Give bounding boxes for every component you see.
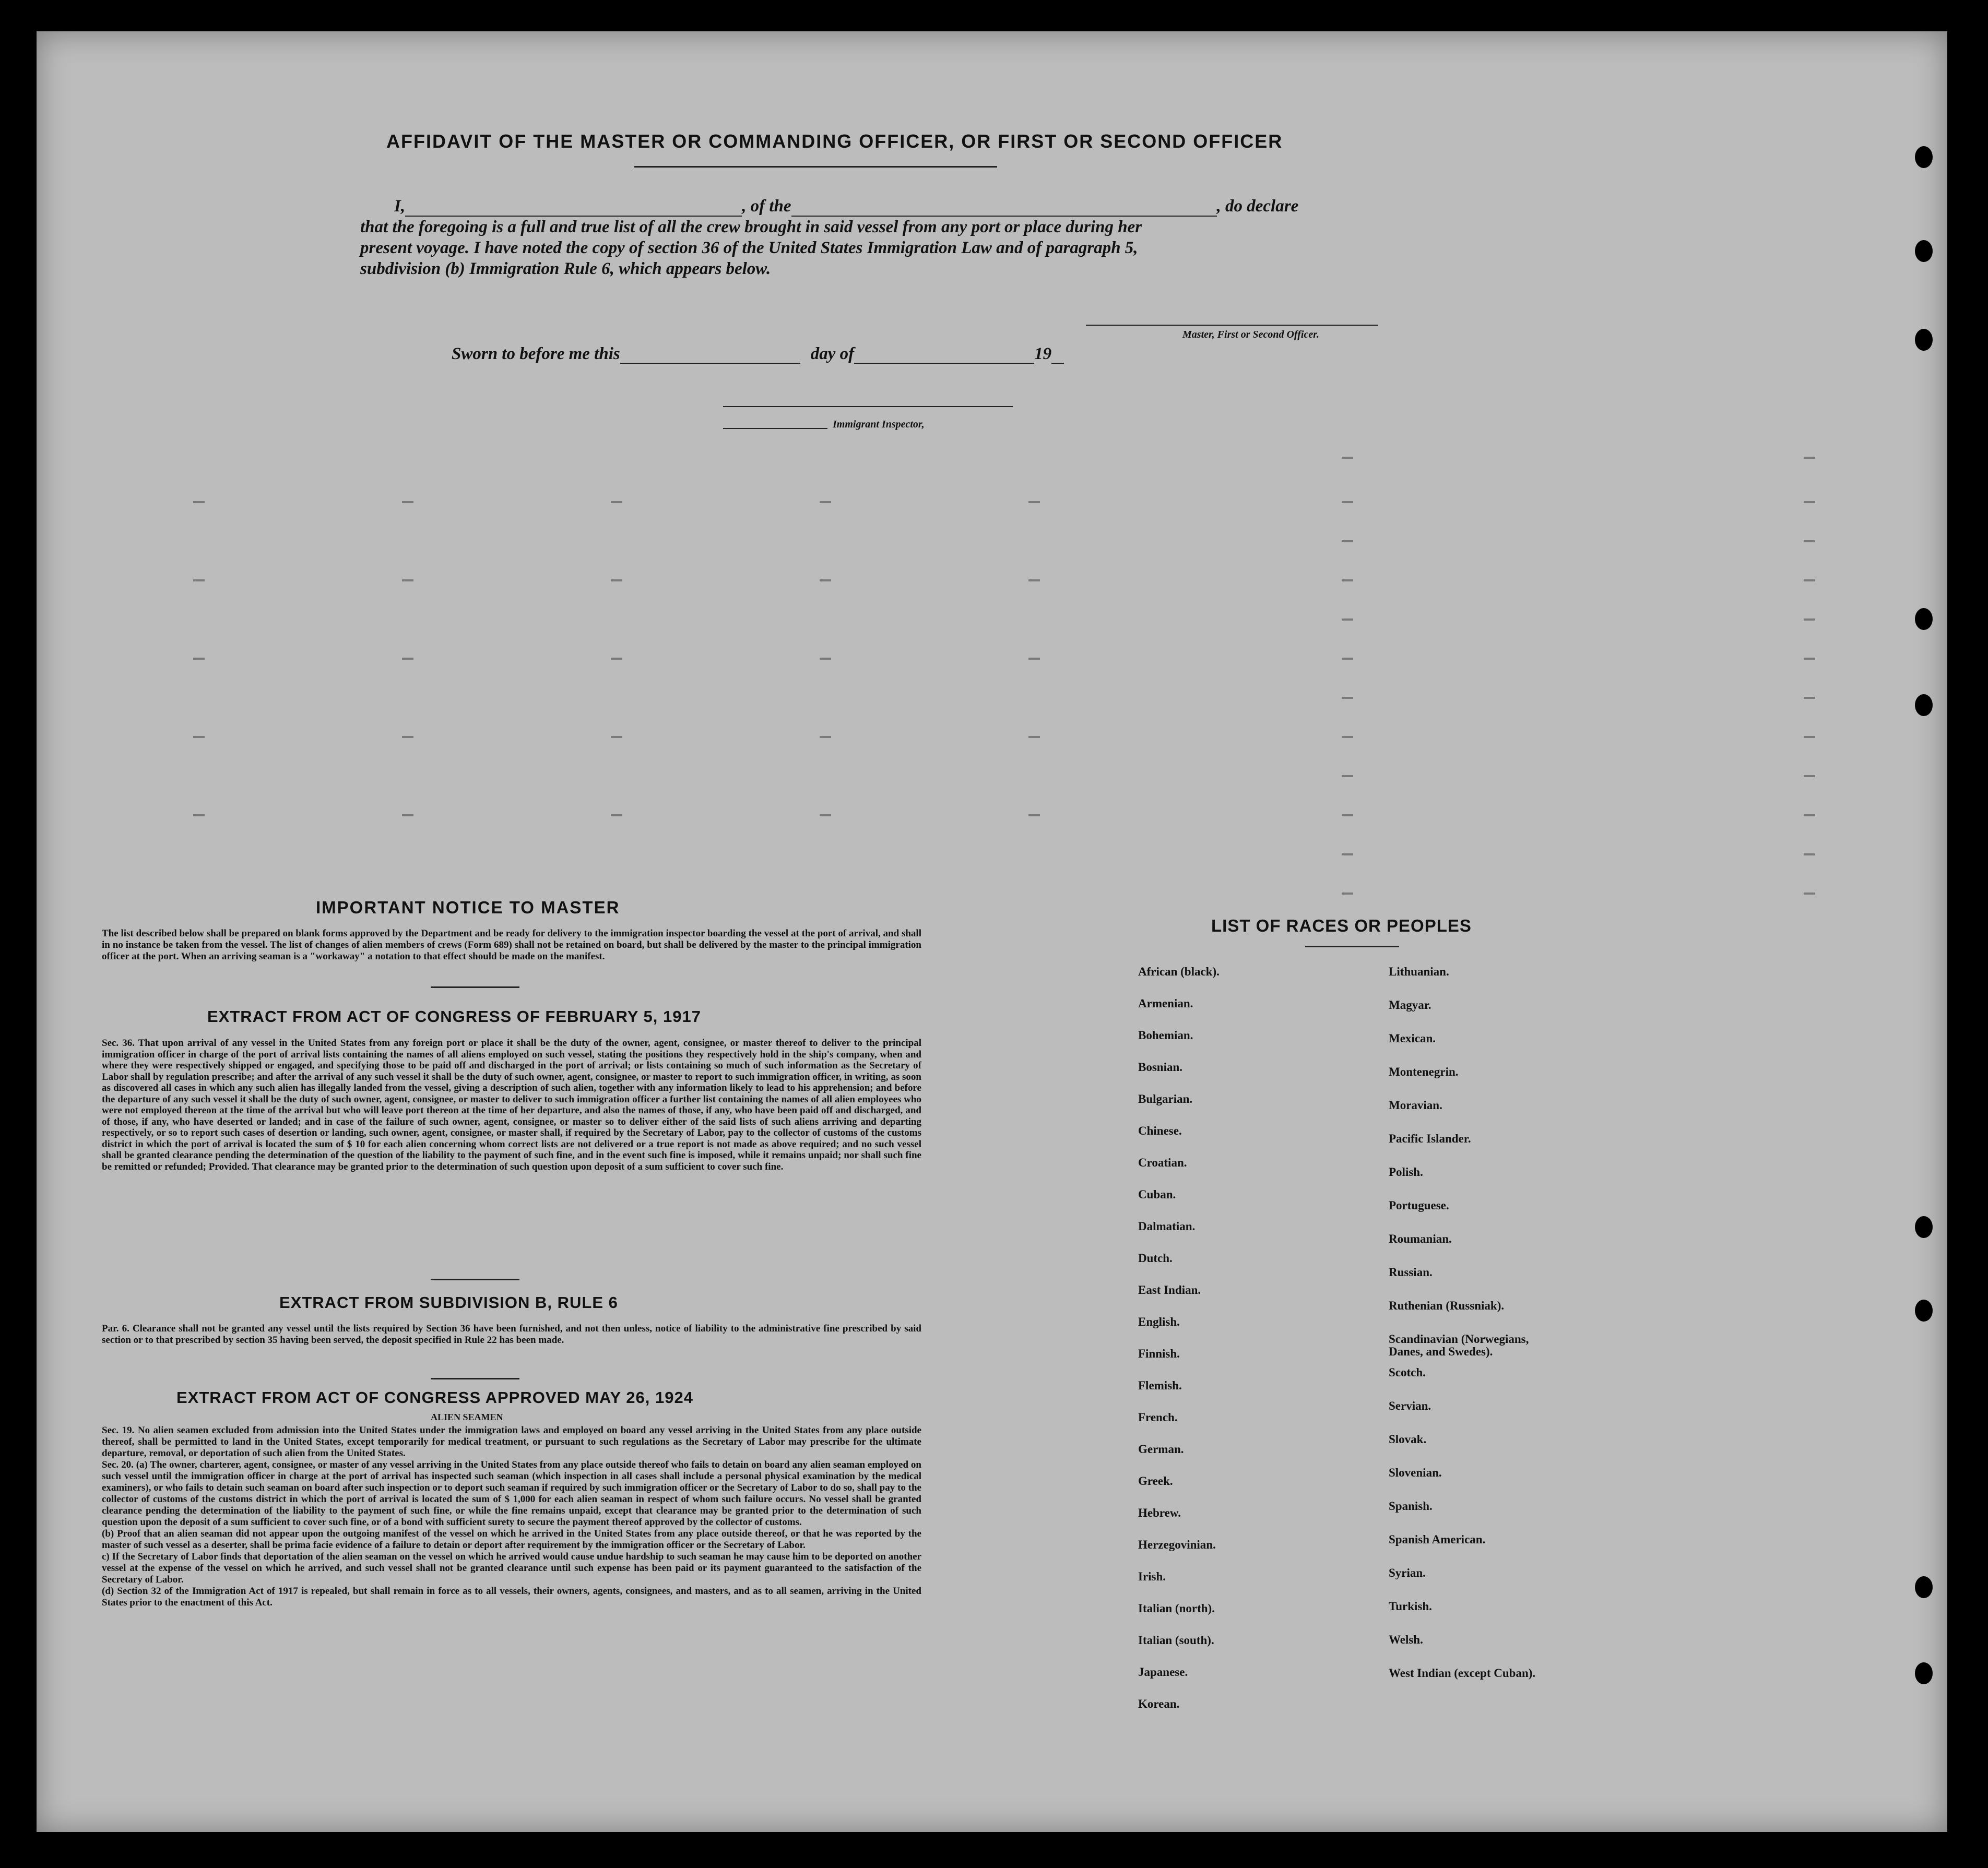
master-label: Master, First or Second Officer. [1182,329,1319,340]
divider [431,1279,519,1280]
race-item: Spanish American. [1389,1533,1486,1546]
race-item: African (black). [1138,965,1220,978]
race-item: Irish. [1138,1570,1166,1583]
affidavit-line2: that the foregoing is a full and true list of all the crew brought in said vessel from any port or place during her [360,218,1142,236]
race-item: Mexican. [1389,1032,1436,1045]
extract-1924-subtitle: ALIEN SEAMEN [431,1412,503,1422]
race-item: Italian (south). [1138,1634,1214,1647]
race-item: Bulgarian. [1138,1092,1193,1105]
sec20c-text: c) If the Secretary of Labor finds that deportation of the alien seaman on the vessel on which he arrived would cause undue hardship to such seaman he may cause him to be deported on another vessel at the expense of the vessel on which he arrived, and such vessel shall not be granted clearance until such expense has been paid or its payment guaranteed to the satisfaction of the Secretary of Labor. [102,1551,921,1585]
binder-hole [1915,240,1933,262]
race-item: Japanese. [1138,1665,1188,1679]
race-item: Turkish. [1389,1600,1432,1613]
inspector-signature-line[interactable] [723,406,1013,407]
race-item: Croatian. [1138,1156,1187,1169]
sec19-text: Sec. 19. No alien seamen excluded from admission into the United States under the immigration laws and employed on board any vessel arriving in the United States from any place outside thereof, shall be permitted to land in the United States, except temporarily for medical treatment, or pursuant to such regulations as the Secretary of Labor may prescribe for the ultimate departure, removal, or deportation of such alien from the United States. [102,1425,921,1459]
race-item: Italian (north). [1138,1602,1215,1615]
race-item: French. [1138,1411,1178,1424]
race-item: German. [1138,1443,1184,1456]
master-signature-line[interactable] [1086,325,1378,326]
rule6-body: Par. 6. Clearance shall not be granted any vessel until the lists required by Section 36 have been furnished, and not then unless, notice of liability to the administrative fine prescribed by said section or to that prescribed by section 35 having been served, the deposit specified in Rule 22 has been made. [102,1323,921,1346]
notice-body: The list described below shall be prepared on blank forms approved by the Department and be ready for delivery to the immigration inspector boarding the vessel at the port of arrival, and shall in no instance be taken from the vessel. The list of changes of alien members of crews (Form 689) shall not be retained on board, but shall be delivered by the master to the principal immigration officer at the port. When an arriving seaman is a "workaway" a notation to that effect should be made on the manifest. [102,928,921,962]
race-item: Bohemian. [1138,1029,1193,1042]
race-item: Herzegovinian. [1138,1538,1216,1551]
binder-hole [1915,1576,1933,1598]
divider [634,166,997,168]
sworn-month-blank[interactable] [854,350,1034,364]
race-item: West Indian (except Cuban). [1389,1667,1536,1680]
extract-1917-title: EXTRACT FROM ACT OF CONGRESS OF FEBRUARY 5, 1917 [207,1007,701,1026]
document-page [37,31,1947,1832]
binder-hole [1915,329,1933,351]
race-item: Cuban. [1138,1188,1176,1201]
race-item: Korean. [1138,1697,1180,1710]
rule6-title: EXTRACT FROM SUBDIVISION B, RULE 6 [279,1293,618,1312]
sworn-line: Sworn to before me this day of 19 [452,344,1064,364]
divider [431,986,519,988]
race-item: Magyar. [1389,998,1431,1012]
sworn-day-blank[interactable] [620,350,800,364]
inspector-label: Immigrant Inspector, [833,419,925,430]
race-item: Chinese. [1138,1124,1182,1137]
divider [431,1378,519,1379]
race-item: Welsh. [1389,1633,1423,1646]
affidavit-line3: present voyage. I have noted the copy of section 36 of the United States Immigration Law and of paragraph 5, [360,239,1138,257]
race-item: Hebrew. [1138,1506,1181,1519]
affidavit-line4: subdivision (b) Immigration Rule 6, which appears below. [360,259,771,278]
race-item: Montenegrin. [1389,1065,1459,1078]
sec20a-text: Sec. 20. (a) The owner, charterer, agent, consignee, or master of any vessel arriving in the United States from any place outside thereof who fails to detain on board any alien seaman employed on such vessel until the immigration officer in charge at the port of arrival has inspected such seaman (which inspection in all cases shall include a personal physical examination by the medical examiners), or who fails to detain such seaman on board after such inspection or to deport such seaman if required by such immigration officer or the Secretary of Labor to do so, shall pay to the collector of customs of the customs district in which the port of arrival is located the sum of $ 1,000 for each alien seaman in respect of whom such failure occurs. No vessel shall be granted clearance pending the determination of the liability to the payment of such fine, or while the fine remains unpaid, except that clearance may be granted prior to the determination of such question upon the deposit of a sum sufficient to cover such fine, or of a bond with sufficient surety to secure the payment thereof approved by the collector of customs. [102,1459,921,1528]
name-blank[interactable] [405,199,742,217]
race-item: Lithuanian. [1389,965,1449,978]
race-item: Pacific Islander. [1389,1132,1471,1145]
race-item: Armenian. [1138,997,1193,1010]
race-item: Polish. [1389,1165,1423,1179]
race-item: Flemish. [1138,1379,1182,1392]
race-item: Moravian. [1389,1099,1442,1112]
affidavit-title: AFFIDAVIT OF THE MASTER OR COMMANDING OFFICER, OR FIRST OR SECOND OFFICER [386,130,1283,152]
race-item: Slovenian. [1389,1466,1442,1479]
binder-hole [1915,1216,1933,1238]
race-item: Portuguese. [1389,1199,1449,1212]
divider [1305,946,1399,947]
extract-1917-body: Sec. 36. That upon arrival of any vessel in the United States from any foreign port or place it shall be the duty of the owner, agent, consignee, or master thereof to deliver to the principal immigration officer in charge of the port of arrival lists containing the names of all aliens employed on such vessel, stating the positions they respectively hold in the ship's company, when and where they were respectively shipped or engaged, and specifying those to be paid off and discharged in the port of arrival; or lists containing so much of such information as the Secretary of Labor shall by regulation prescribe; and after the arrival of any such vessel it shall be the duty of such owner, agent, consignee, or master to report to such immigration officer, in writing, as soon as discovered all cases in which any such alien has illegally landed from the vessel, giving a description of such alien, together with any information likely to lead to his apprehension; and before the departure of any such vessel it shall be the duty of such owner, agent, consignee, or master to deliver to such immigration officer a further list containing the names of all alien employees who were not employed thereon at the time of the arrival but who will leave port thereon at the time of her departure, and also the names of those, if any, who have been paid off and discharged, and of those, if any, who have deserted or landed; and in case of the failure of such owner, agent, consignee, or master so to deliver either of the said lists of such aliens arriving and departing respectively, or so to report such cases of desertion or landing, such owner, agent, consignee, or master shall, if required by the Secretary of Labor, pay to the collector of customs of the customs district in which the port of arrival is located the sum of $ 10 for each alien concerning whom correct lists are not delivered or a true report is not made as above required; and no such vessel shall be granted clearance pending the determination of the question of the liability to the payment of such fine, and in the event such fine is imposed, while it remains unpaid; nor shall such fine be remitted or refunded; Provided. That clearance may be granted prior to the determination of such question upon deposit of a sum sufficient to cover such fine. [102,1038,921,1172]
race-item: Greek. [1138,1474,1173,1488]
race-item: Ruthenian (Russniak). [1389,1299,1505,1312]
races-title: LIST OF RACES OR PEOPLES [1211,916,1472,935]
race-item: Russian. [1389,1266,1433,1279]
binder-hole [1915,146,1933,168]
vessel-blank[interactable] [791,199,1217,217]
inspector-lead-line [723,428,827,429]
race-item: Syrian. [1389,1566,1426,1579]
extract-1924-title: EXTRACT FROM ACT OF CONGRESS APPROVED MAY 26, 1924 [176,1388,693,1407]
race-item: Slovak. [1389,1433,1427,1446]
sworn-year-blank[interactable] [1051,350,1064,364]
binder-hole [1915,1300,1933,1322]
binder-hole [1915,1662,1933,1684]
race-item: English. [1138,1315,1180,1328]
binder-hole [1915,694,1933,716]
notice-title: IMPORTANT NOTICE TO MASTER [316,898,620,917]
race-item: Dutch. [1138,1252,1173,1265]
race-item: Roumanian. [1389,1232,1452,1245]
race-item: Servian. [1389,1399,1431,1412]
binder-hole [1915,608,1933,630]
race-item: Finnish. [1138,1347,1180,1360]
sec20d-text: (d) Section 32 of the Immigration Act of 1917 is repealed, but shall remain in force as to all vessels, their owners, agents, consignees, and masters, and as to all seamen, arriving in the United States prior to the enactment of this Act. [102,1586,921,1608]
extract-1924-body [102,1425,921,1609]
race-item: Bosnian. [1138,1061,1183,1074]
race-item: Dalmatian. [1138,1220,1196,1233]
race-item: Scotch. [1389,1366,1426,1379]
race-item: Spanish. [1389,1500,1433,1513]
sec20b-text: (b) Proof that an alien seaman did not appear upon the outgoing manifest of the vessel on which he arrived in the United States from any place outside thereof, or that he was reported by the master of such vessel as a deserter, shall be prima facie evidence of a failure to detain or deport after requirement by the immigration officer or the Secretary of Labor. [102,1528,921,1551]
affidavit-line1: I, , of the , do declare [394,197,1299,216]
affidavit-body [360,196,1415,279]
race-item: Scandinavian (Norwegians, Danes, and Swedes). [1389,1332,1529,1358]
race-item: East Indian. [1138,1283,1201,1296]
